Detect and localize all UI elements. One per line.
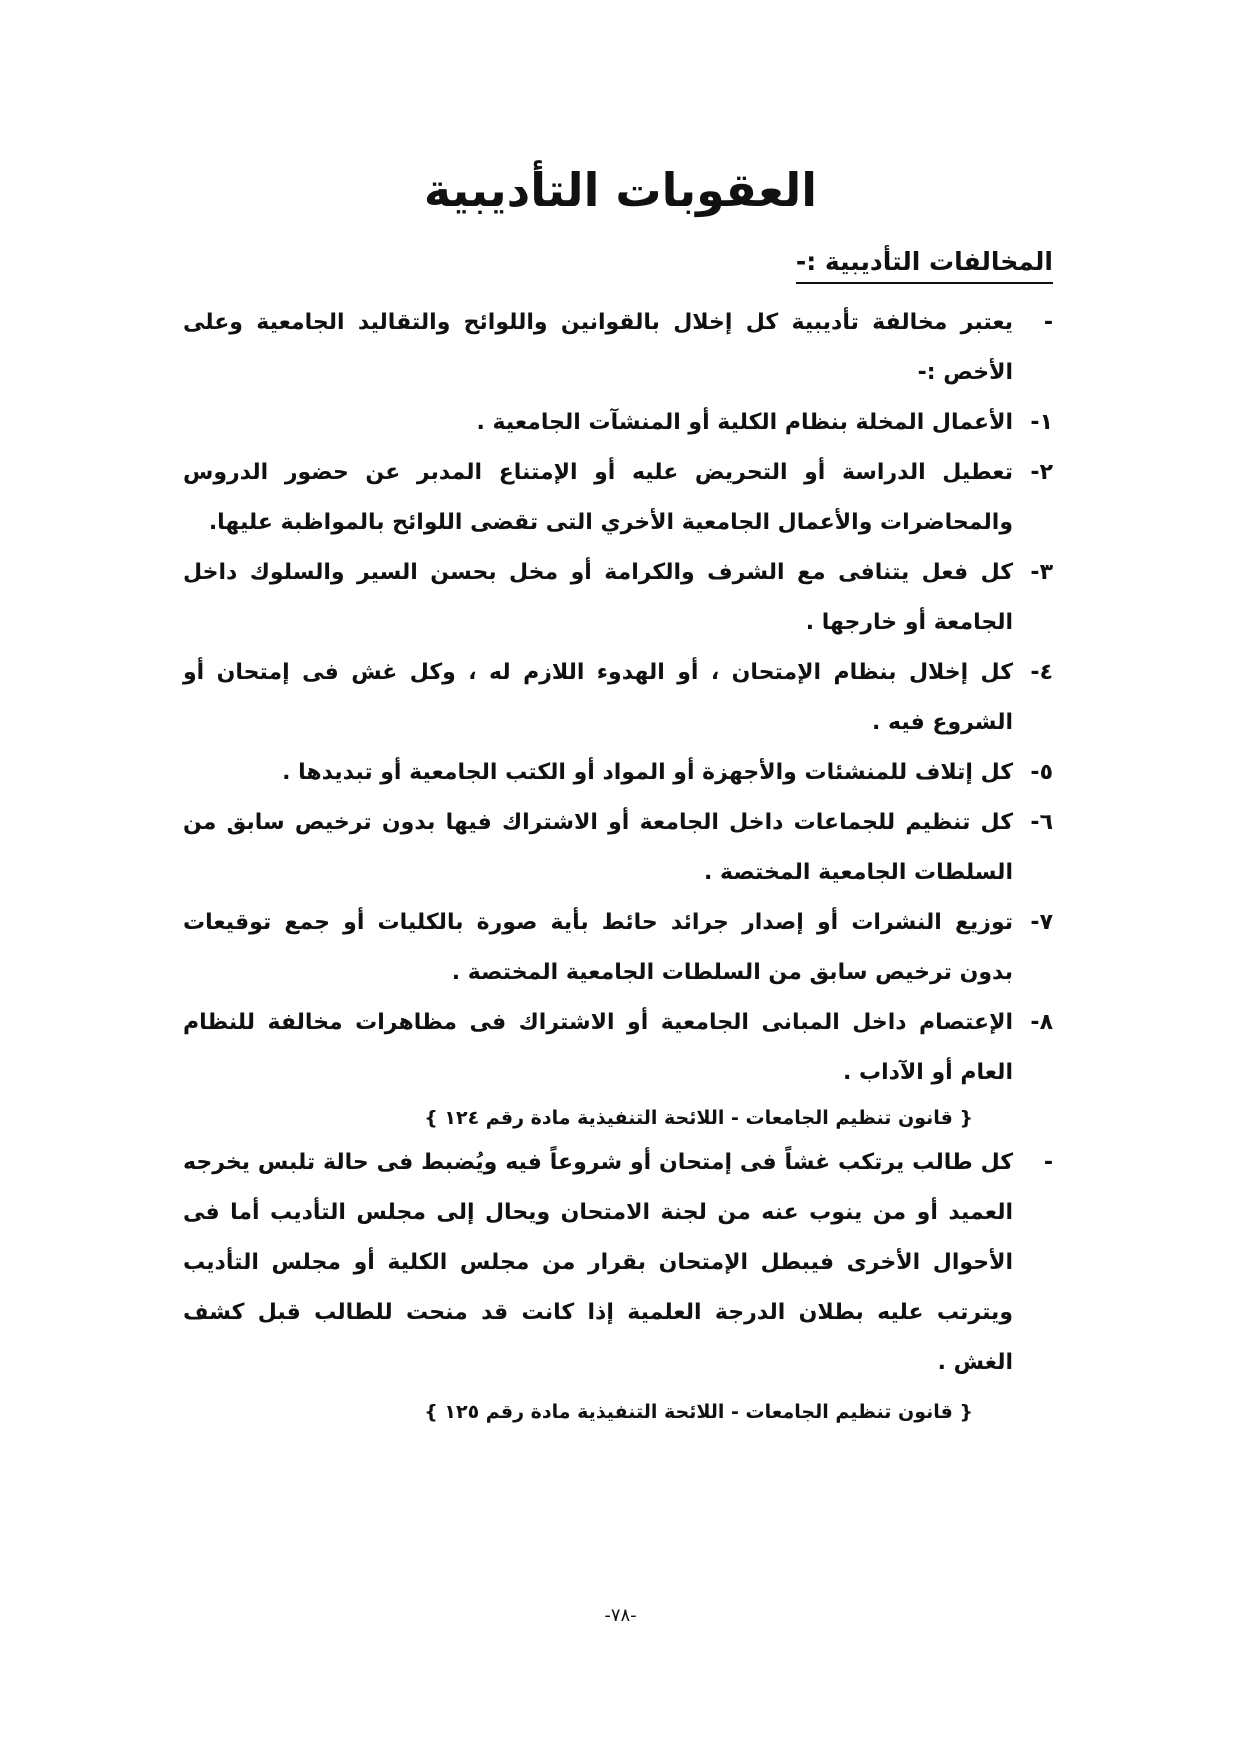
section-heading: المخالفات التأديبية :-: [796, 244, 1053, 284]
list-item: [183, 398, 1053, 448]
paragraph-text: كل طالب يرتكب غشاً فى إمتحان أو شروعاً فيه ويُضبط فى حالة تلبس يخرجه العميد أو من ينوب عنه من لجنة الامتحان ويحال إلى مجلس التأديب أما فى الأحوال الأخرى فيبطل الإمتحان بقرار من مجلس الكلية أو مجلس التأديب ويترتب عليه بطلان الدرجة العلمية إذا كانت قد منحت للطالب قبل كشف الغش .: [183, 1150, 1013, 1375]
list-item: [183, 748, 1053, 798]
list-item-text: تعطيل الدراسة أو التحريض عليه أو الإمتناع المدبر عن حضور الدروس والمحاضرات والأعمال الجامعية الأخري التى تقضى اللوائح بالمواظبة عليها.: [183, 460, 1013, 535]
list-item-text: الإعتصام داخل المبانى الجامعية أو الاشتراك فى مظاهرات مخالفة للنظام العام أو الآداب .: [183, 1010, 1013, 1085]
list-item-text: كل إتلاف للمنشئات والأجهزة أو المواد أو الكتب الجامعية أو تبديدها .: [282, 760, 1013, 785]
list-item-text: توزيع النشرات أو إصدار جرائد حائط بأية صورة بالكليات أو جمع توقيعات بدون ترخيص سابق من السلطات الجامعية المختصة .: [183, 910, 1013, 985]
list-marker: ٨-: [1030, 1010, 1053, 1035]
list-item: [183, 648, 1053, 748]
list-marker: ١-: [1030, 410, 1053, 435]
list-marker: ٧-: [1030, 910, 1053, 935]
list-item: [183, 548, 1053, 648]
list-item-text: كل تنظيم للجماعات داخل الجامعة أو الاشتراك فيها بدون ترخيص سابق من السلطات الجامعية المختصة .: [183, 810, 1013, 885]
list-item: [183, 998, 1053, 1098]
list-marker: ٦-: [1030, 810, 1053, 835]
list-marker: ٤-: [1030, 660, 1053, 685]
law-citation: { قانون تنظيم الجامعات - اللائحة التنفيذية مادة رقم ١٢٥ }: [424, 1401, 973, 1423]
intro-paragraph: [183, 298, 1053, 398]
document-body: [183, 298, 1053, 1432]
list-item: [183, 448, 1053, 548]
list-marker: ٣-: [1030, 560, 1053, 585]
paragraph-text: يعتبر مخالفة تأديبية كل إخلال بالقوانين واللوائح والتقاليد الجامعية وعلى الأخص :-: [183, 310, 1013, 385]
page-title: العقوبات التأديبية: [423, 163, 818, 217]
list-item: [183, 898, 1053, 998]
exam-cheating-paragraph: [183, 1138, 1053, 1388]
list-marker: -: [1043, 1150, 1053, 1175]
list-item-text: كل إخلال بنظام الإمتحان ، أو الهدوء اللازم له ، وكل غش فى إمتحان أو الشروع فيه .: [183, 660, 1013, 735]
list-marker: -: [1043, 310, 1053, 335]
page-number: -٧٨-: [604, 1605, 637, 1626]
law-citation: { قانون تنظيم الجامعات - اللائحة التنفيذية مادة رقم ١٢٤ }: [424, 1107, 973, 1129]
list-marker: ٥-: [1030, 760, 1053, 785]
list-item-text: كل فعل يتنافى مع الشرف والكرامة أو مخل بحسن السير والسلوك داخل الجامعة أو خارجها .: [183, 560, 1013, 635]
list-marker: ٢-: [1030, 460, 1053, 485]
list-item: [183, 798, 1053, 898]
list-item-text: الأعمال المخلة بنظام الكلية أو المنشآت الجامعية .: [476, 410, 1013, 435]
